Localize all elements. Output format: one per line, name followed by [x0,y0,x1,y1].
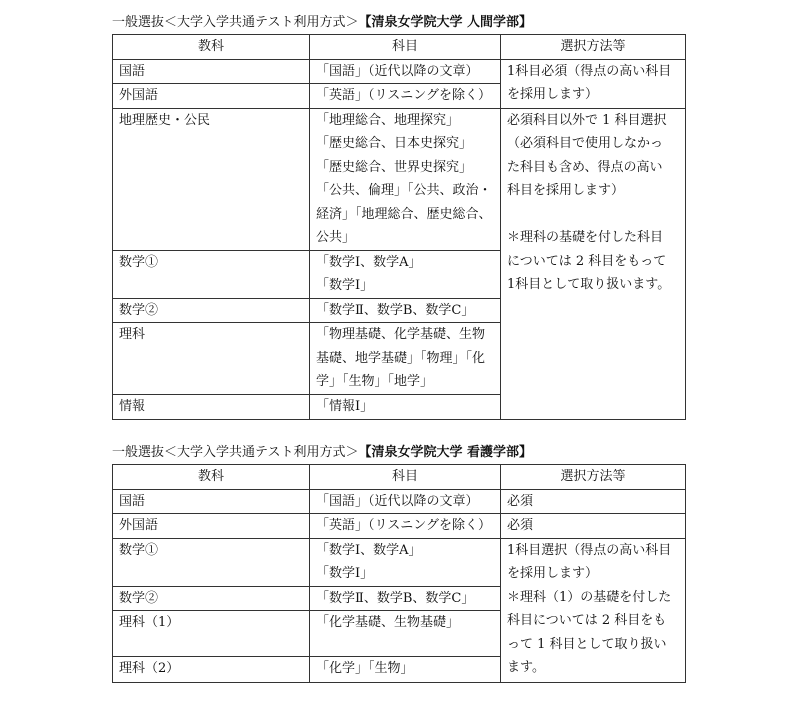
course-line: 「地理総合、地理探究」 [316,112,460,128]
course-line: 「数学Ⅰ」 [316,278,374,293]
subject-cell: 数学① [113,250,310,298]
method-line: （必須科目で使用しなかっ [507,136,664,151]
course-line: 「化学基礎、生物基礎」 [316,615,460,630]
table2-header-row [113,465,686,490]
course-cell [310,611,501,657]
method-line: 1科目選択（得点の高い科目 [507,542,672,558]
course-cell [310,84,501,109]
course-cell [310,514,501,539]
course-line: 「物理基礎、化学基礎、生物 [316,327,486,342]
course-line: 「数学Ⅱ、数学B、数学C」 [316,590,475,606]
course-cell [310,657,501,683]
course-cell [310,489,501,514]
course-cell [310,108,501,250]
spacer [507,203,679,227]
course-line: 「数学Ⅰ、数学A」 [316,542,422,558]
course-line: 「公共、倫理」「公共、政治・ [316,183,492,198]
method-cell [501,59,686,108]
table-row [113,59,686,84]
method-cell: 必須 [501,489,686,514]
table1-humanities [112,34,686,420]
method-line: 必須科目以外で 1 科目選択 [507,112,667,128]
course-line: 「数学Ⅱ、数学B、数学C」 [316,302,475,318]
method-line: 科目については 2 科目をも [507,613,667,628]
subject-cell: 外国語 [113,84,310,109]
course-cell [310,59,501,84]
table2-header-course: 科目 [310,465,501,490]
method-line: 1科目必須（得点の高い科目 [507,63,672,79]
table1-caption [112,11,532,30]
course-cell [310,323,501,395]
course-cell [310,538,501,586]
method-line: ます。 [507,660,545,675]
course-line: 「英語」（リスニングを除く） [316,88,491,103]
method-line: を採用します） [507,566,599,581]
method-note-line: については 2 科目をもって [507,253,667,269]
table2-caption-school: 【清泉女学院大学 看護学部】 [358,445,533,460]
subject-cell: 外国語 [113,514,310,539]
table1-caption-prefix: 一般選抜＜大学入学共通テスト利用方式＞ [112,15,359,30]
course-line: 「情報Ⅰ」 [316,399,374,414]
course-cell [310,586,501,611]
course-line: 「歴史総合、世界史探究」 [316,159,473,175]
table1-header-course: 科目 [310,35,501,60]
method-line: ＊理科（1）の基礎を付した [507,589,672,605]
subject-cell: 地理歴史・公民 [113,108,310,250]
table-row [113,514,686,539]
subject-cell: 理科 [113,323,310,395]
table2-header-method: 選択方法等 [501,465,686,490]
course-cell [310,395,501,420]
course-cell [310,250,501,298]
course-line: 「国語」（近代以降の文章） [316,493,479,509]
table2-header-subject: 教科 [113,465,310,490]
course-line: 「英語」（リスニングを除く） [316,518,491,533]
course-line: 基礎、地学基礎」「物理」「化 [316,350,486,366]
table1-header-subject: 教科 [113,35,310,60]
subject-cell: 数学② [113,586,310,611]
subject-cell: 理科（2） [113,657,310,683]
table1-header-method: 選択方法等 [501,35,686,60]
table-row [113,538,686,586]
method-line: を採用します） [507,87,599,102]
table-row [113,489,686,514]
subject-cell: 理科（1） [113,611,310,657]
course-line: 「数学Ⅰ、数学A」 [316,254,422,270]
course-line: 経済」「地理総合、歴史総合、 [316,206,492,222]
course-line: 「国語」（近代以降の文章） [316,63,479,79]
method-cell: 必須 [501,514,686,539]
course-line: 「化学」「生物」 [316,661,414,676]
table1-header-row [113,35,686,60]
table-row [113,108,686,250]
method-line: 科目を採用します） [507,183,625,198]
subject-cell: 数学① [113,538,310,586]
method-cell [501,538,686,683]
method-line: た科目も含め、得点の高い [507,159,663,175]
method-note-line: ＊理科の基礎を付した科目 [507,230,664,245]
subject-cell: 情報 [113,395,310,420]
method-line: って 1 科目として取り扱い [507,636,667,652]
method-cell [501,108,686,419]
method-note-line: 1科目として取り扱います。 [507,277,671,292]
course-line: 学」「生物」「地学」 [316,374,434,389]
course-cell [310,298,501,323]
table1-caption-school: 【清泉女学院大学 人間学部】 [358,15,533,30]
course-line: 「数学Ⅰ」 [316,566,374,581]
subject-cell: 数学② [113,298,310,323]
course-line: 公共」 [316,230,356,245]
course-line: 「歴史総合、日本史探究」 [316,136,473,151]
table2-caption-prefix: 一般選抜＜大学入学共通テスト利用方式＞ [112,445,359,460]
subject-cell: 国語 [113,59,310,84]
subject-cell: 国語 [113,489,310,514]
table2-caption [112,441,532,460]
table2-nursing [112,464,686,683]
